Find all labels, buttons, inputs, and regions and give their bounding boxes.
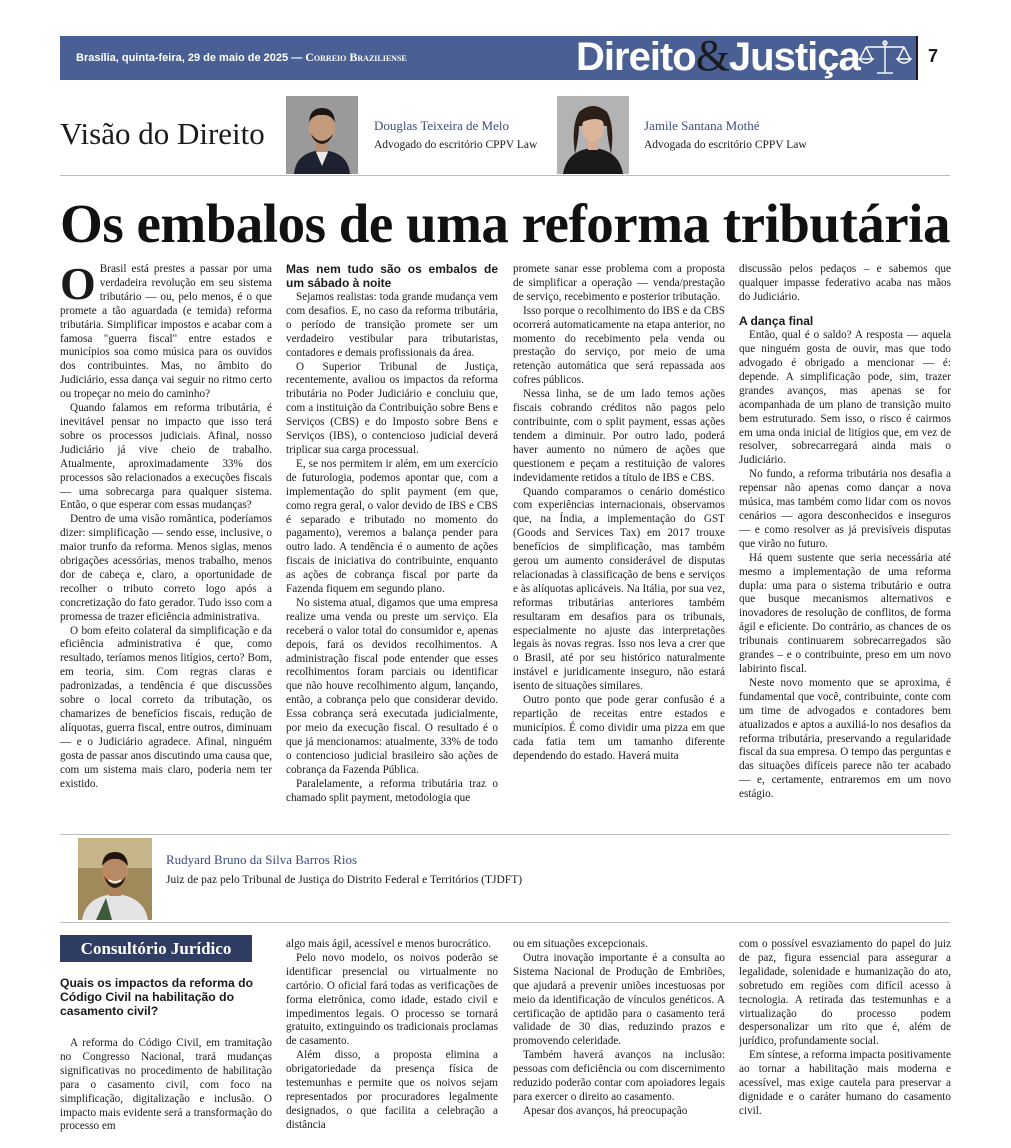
consultorio-column-1 xyxy=(60,1037,272,1135)
divider xyxy=(60,922,950,923)
article-paragraph: Quando comparamos o cenário doméstico com experiências internacionais, observamos que, na Índia, a implementação do GST (Goods and Services Tax) em 2017 trouxe benefícios de simplificação, mas também gerou um aumento considerável de disputas relacionadas à classificação de bens e serviços e às alíquotas aplicáveis. Na Itália, por sua vez, reformas tributárias anteriores também resultaram em desafios para os tribunais, especialmente no ajuste das interpretações legais às novas regras. Isso nos leva a crer que o Brasil, até por seu histórico naturalmente instável e juridicamente inseguro, não estará isento de situações similares. xyxy=(513,485,725,693)
author-name: Douglas Teixeira de Melo xyxy=(374,118,509,133)
scales-of-justice-icon xyxy=(858,39,912,77)
woman-portrait-icon xyxy=(557,96,629,174)
article-column-3 xyxy=(513,263,725,813)
consultorio-paragraph: Além disso, a proposta elimina a obrigatoriedade da presença física de testemunhas e permite que os noivos sejam representados por procuradores legalmente designados, o que facilita a celebração a distância xyxy=(286,1049,498,1131)
subheading: Mas nem tudo são os embalos de um sábado à noite xyxy=(286,263,498,290)
article-paragraph: Há quem sustente que seria necessária até mesmo a implementação de uma reforma dupla: uma para o sistema tributário e outra que busque mecanismos alternativos e inovadores de resolução de conflitos, de forma ágil e eficiente. Do contrário, as chances de os tribunais continuarem sobrecarregados são grandes – e o contribuinte, preso em um novo labirinto fiscal. xyxy=(739,551,951,675)
article-paragraph: Paralelamente, a reforma tributária traz o chamado split payment, metodologia que xyxy=(286,777,498,804)
consultorio-paragraph: Em síntese, a reforma impacta positivamente ao tornar a habilitação mais moderna e acessível, mas exige cautela para preservar a dignidade e o caráter humano do casamento civil. xyxy=(739,1049,951,1117)
author-photo-jamile xyxy=(557,96,629,174)
profile-name: Rudyard Bruno da Silva Barros Rios xyxy=(166,852,358,867)
article-paragraph: O Superior Tribunal de Justiça, recentemente, avaliou os impactos da reforma tributária no Poder Judiciário e concluiu que, com a instituição da Contribuição sobre Bens e Serviços (CBS) e do Imposto sobre Bens e Serviços (IBS), o contencioso judicial deverá triplicar sua carga processual. xyxy=(286,360,498,456)
consultorio-paragraph: Também haverá avanços na inclusão: pessoas com deficiência ou com discernimento reduzido poderão contar com apoiadores legais para exercer o direito ao casamento. xyxy=(513,1049,725,1103)
headline: Os embalos de uma reforma tributária xyxy=(60,193,950,254)
page-number: 7 xyxy=(927,46,938,66)
dateline xyxy=(76,50,407,65)
article-paragraph: discussão pelos pedaços – e sabemos que qualquer impasse federativo acaba nas mãos do Judiciário. xyxy=(739,263,951,303)
author-role: Advogado do escritório CPPV Law xyxy=(374,139,538,151)
article-column-2 xyxy=(286,263,498,813)
column-name: Visão do Direito xyxy=(60,116,265,151)
article-paragraph: Isso porque o recolhimento do IBS e da CBS ocorrerá automaticamente na etapa anterior, no momento do recebimento pela venda ou prestação do serviço, por meio de uma retenção automática que será repassada aos cofres públicos. xyxy=(513,304,725,387)
section-ampersand: & xyxy=(695,31,729,80)
article-paragraph: Nessa linha, se de um lado temos ações fiscais cobrando créditos não pagos pelo contribuinte, com o split payment, essas ações tendem a diminuir. Por outro lado, poderá haver aumento no número de ações que questionem e peçam a restituição de valores indevidamente retidos a título de IBS e CBS. xyxy=(513,388,725,484)
article-paragraph: No fundo, a reforma tributária nos desafia a repensar não apenas como dançar a nova música, mas também como lidar com os novos cenários — agora desconhecidos e inseguros — e como resolver as já previsíveis disputas que virão no futuro. xyxy=(739,468,951,550)
newspaper-name: Correio Braziliense xyxy=(305,50,407,64)
article-paragraph: Quando falamos em reforma tributária, é inevitável pensar no impacto que isso terá sobre os processos judiciais. Afinal, nosso Judiciário já vive cheio de trabalho. Atualmente, aproximadamente 33% dos processos são relacionados a execuções fiscais — uma sobrecarga para qualquer sistema. Então, o que esperar com essas mudanças? xyxy=(60,402,272,512)
man-portrait-icon xyxy=(78,838,152,920)
section-word-direito: Direito xyxy=(576,35,696,79)
article-paragraph: E, se nos permitem ir além, em um exercício de futurologia, podemos apontar que, com a implementação do split payment (em que, como regra geral, o valor devido de IBS e CBS é separado e tributado no momento do pagamento), veremos a balança pender para outro lado. A tendência é o aumento de ações fiscais de iniciativa do contribuinte, enquanto as ações de cobrança fiscal por parte da Fazenda fiquem em segundo plano. xyxy=(286,457,498,596)
article-paragraph: O bom efeito colateral da simplificação e da eficiência administrativa é que, como resultado, teríamos menos litígios, certo? Bom, em teoria, sim. Com regras claras e padronizadas, a tendência é que discussões sobre o local correto da tributação, os chamarizes de benefícios fiscais, redução de alíquotas, guerra fiscal, entre outros, diminuam — e o Judiciário agradece. Afinal, ninguém gosta de passar anos discutindo uma causa que, com um sistema mais claro, poderia nem ter existido. xyxy=(60,624,272,790)
consultorio-title: Consultório Jurídico xyxy=(80,939,232,958)
profile-role: Juiz de paz pelo Tribunal de Justiça do Distrito Federal e Territórios (TJDFT) xyxy=(166,874,523,886)
drop-cap: O xyxy=(60,263,96,309)
consultorio-paragraph: A reforma do Código Civil, em tramitação no Congresso Nacional, trará mudanças significativas no procedimento de habilitação para o casamento civil, com foco na simplificação, digitalização e inclusão. O impacto mais evidente será a transformação do processo em xyxy=(60,1037,272,1133)
author-name: Jamile Santana Mothé xyxy=(644,118,760,133)
author-role: Advogada do escritório CPPV Law xyxy=(644,139,807,151)
article-paragraph: O Brasil está prestes a passar por uma verdadeira revolução em seu sistema tributário — ou, pelo menos, é o que promete a tão aguardada (e temida) reforma tributária. Simplificar impostos e acabar com a famosa "guerra fiscal" entre estados e municípios soa como música para os ouvidos dos contribuintes. Mas, no âmbito do Judiciário, essa dança vai seguir no ritmo certo ou tropeçar no meio do caminho? xyxy=(60,263,272,401)
consultorio-column-4 xyxy=(739,938,951,1138)
consultorio-question: Quais os impactos da reforma do Código Civil na habilitação do casamento civil? xyxy=(60,976,254,1018)
consultorio-paragraph: Apesar dos avanços, há preocupação xyxy=(523,1104,688,1117)
profile-photo xyxy=(78,838,152,920)
man-portrait-icon xyxy=(286,96,358,174)
consultorio-column-3 xyxy=(513,938,725,1138)
consultorio-paragraph: Pelo novo modelo, os noivos poderão se identificar presencial ou virtualmente no cartório. O oficial fará todas as verificações de forma eletrônica, como idade, estado civil e impedimentos legais. O processo se tornará gratuito, extinguindo os tradicionais proclamas de casamento. xyxy=(286,951,498,1048)
article-column-1 xyxy=(60,263,272,813)
consultorio-paragraph: algo mais ágil, acessível e menos burocrático. xyxy=(286,938,492,950)
article-paragraph: Outro ponto que pode gerar confusão é a repartição de receitas entre estados e municípios. É como dividir uma pizza em que cada fatia tem um tamanho diferente dependendo do estado. Haverá muita xyxy=(513,694,725,762)
consultorio-paragraph: com o possível esvaziamento do papel do juiz de paz, figura essencial para assegurar a legalidade, solenidade e humanização do ato, sobretudo em regiões com difícil acesso à tecnologia. A retirada das testemunhas e a virtualização do processo podem despersonalizar um rito que é, além de jurídico, profundamente social. xyxy=(739,938,951,1048)
section-word-justica: Justiça xyxy=(728,35,860,79)
article-paragraph: promete sanar esse problema com a proposta de simplificar a operação — venda/prestação de serviço, recebimento e posterior tributação. xyxy=(513,263,725,303)
article-paragraph: No sistema atual, digamos que uma empresa realize uma venda ou preste um serviço. Ela receberá o valor total do consumidor e, apenas depois, fará os devidos recolhimentos. A administração fiscal pode entender que esses recolhimentos foram parciais ou identificar que não houve recolhimento algum, lançando, então, a cobrança pelo que considerar devido. Essa cobrança será executada judicialmente, por meio da execução fiscal. O resultado é o que já mencionamos: atualmente, 33% de todo o contencioso judicial brasileiro são ações de cobrança da Fazenda Pública. xyxy=(286,596,498,776)
author-photo-douglas xyxy=(286,96,358,174)
divider xyxy=(60,175,950,176)
article-paragraph: Sejamos realistas: toda grande mudança vem com desafios. E, no caso da reforma tributária, o período de transição promete ser um verdadeiro vestibular para tributaristas, contadores e demais profissionais da área. xyxy=(286,291,498,359)
consultorio-paragraph: Outra inovação importante é a consulta ao Sistema Nacional de Produção de Embriões, que ajudará a prevenir uniões incestuosas por meio da identificação de vínculos genéticos. A certificação de aptidão para o casamento terá validade de 30 dias, reduzindo prazos e promovendo celeridade. xyxy=(513,951,725,1048)
article-paragraph: Dentro de uma visão romântica, poderíamos dizer: simplificação — sendo esse, inclusive, o maior trunfo da reforma. Menos siglas, menos obrigações acessórias, menos trabalho, menos dor de cabeça e, claro, a oportunidade de recolher o tributo correto logo após a concretização do fato gerador. Tudo isso com a promessa de trazer eficiência administrativa. xyxy=(60,513,272,623)
article-paragraph: Então, qual é o saldo? A resposta — aquela que ninguém gosta de ouvir, mas que todo advogado é obrigado a mencionar — é: depende. A simplificação pode, sim, trazer grandes avanços, mas apenas se for acompanhada de um plano de transição muito bem estruturado. Sem isso, o risco é cairmos em uma onda inicial de litígios que, em vez de resolver, sobrecarregará ainda mais o Judiciário. xyxy=(739,329,951,467)
section-title xyxy=(576,30,860,83)
article-column-4 xyxy=(739,263,951,813)
consultorio-paragraph: ou em situações excepcionais. xyxy=(513,938,648,950)
consultorio-column-2 xyxy=(286,938,498,1138)
subheading: A dança final xyxy=(739,313,814,328)
divider xyxy=(60,834,950,835)
date-text: Brasília, quinta-feira, 29 de maio de 2025 — xyxy=(76,52,303,64)
article-paragraph: Neste novo momento que se aproxima, é fundamental que você, contribuinte, conte com um time de advogados e contadores bem atualizados e aptos a auxiliá-lo nos desafios da reforma tributária, preservando a regularidade fiscal da sua empresa. O tempo das perguntas e das situações difíceis parece não ter acabado — e, certamente, entraremos em um novo estágio. xyxy=(739,676,951,801)
